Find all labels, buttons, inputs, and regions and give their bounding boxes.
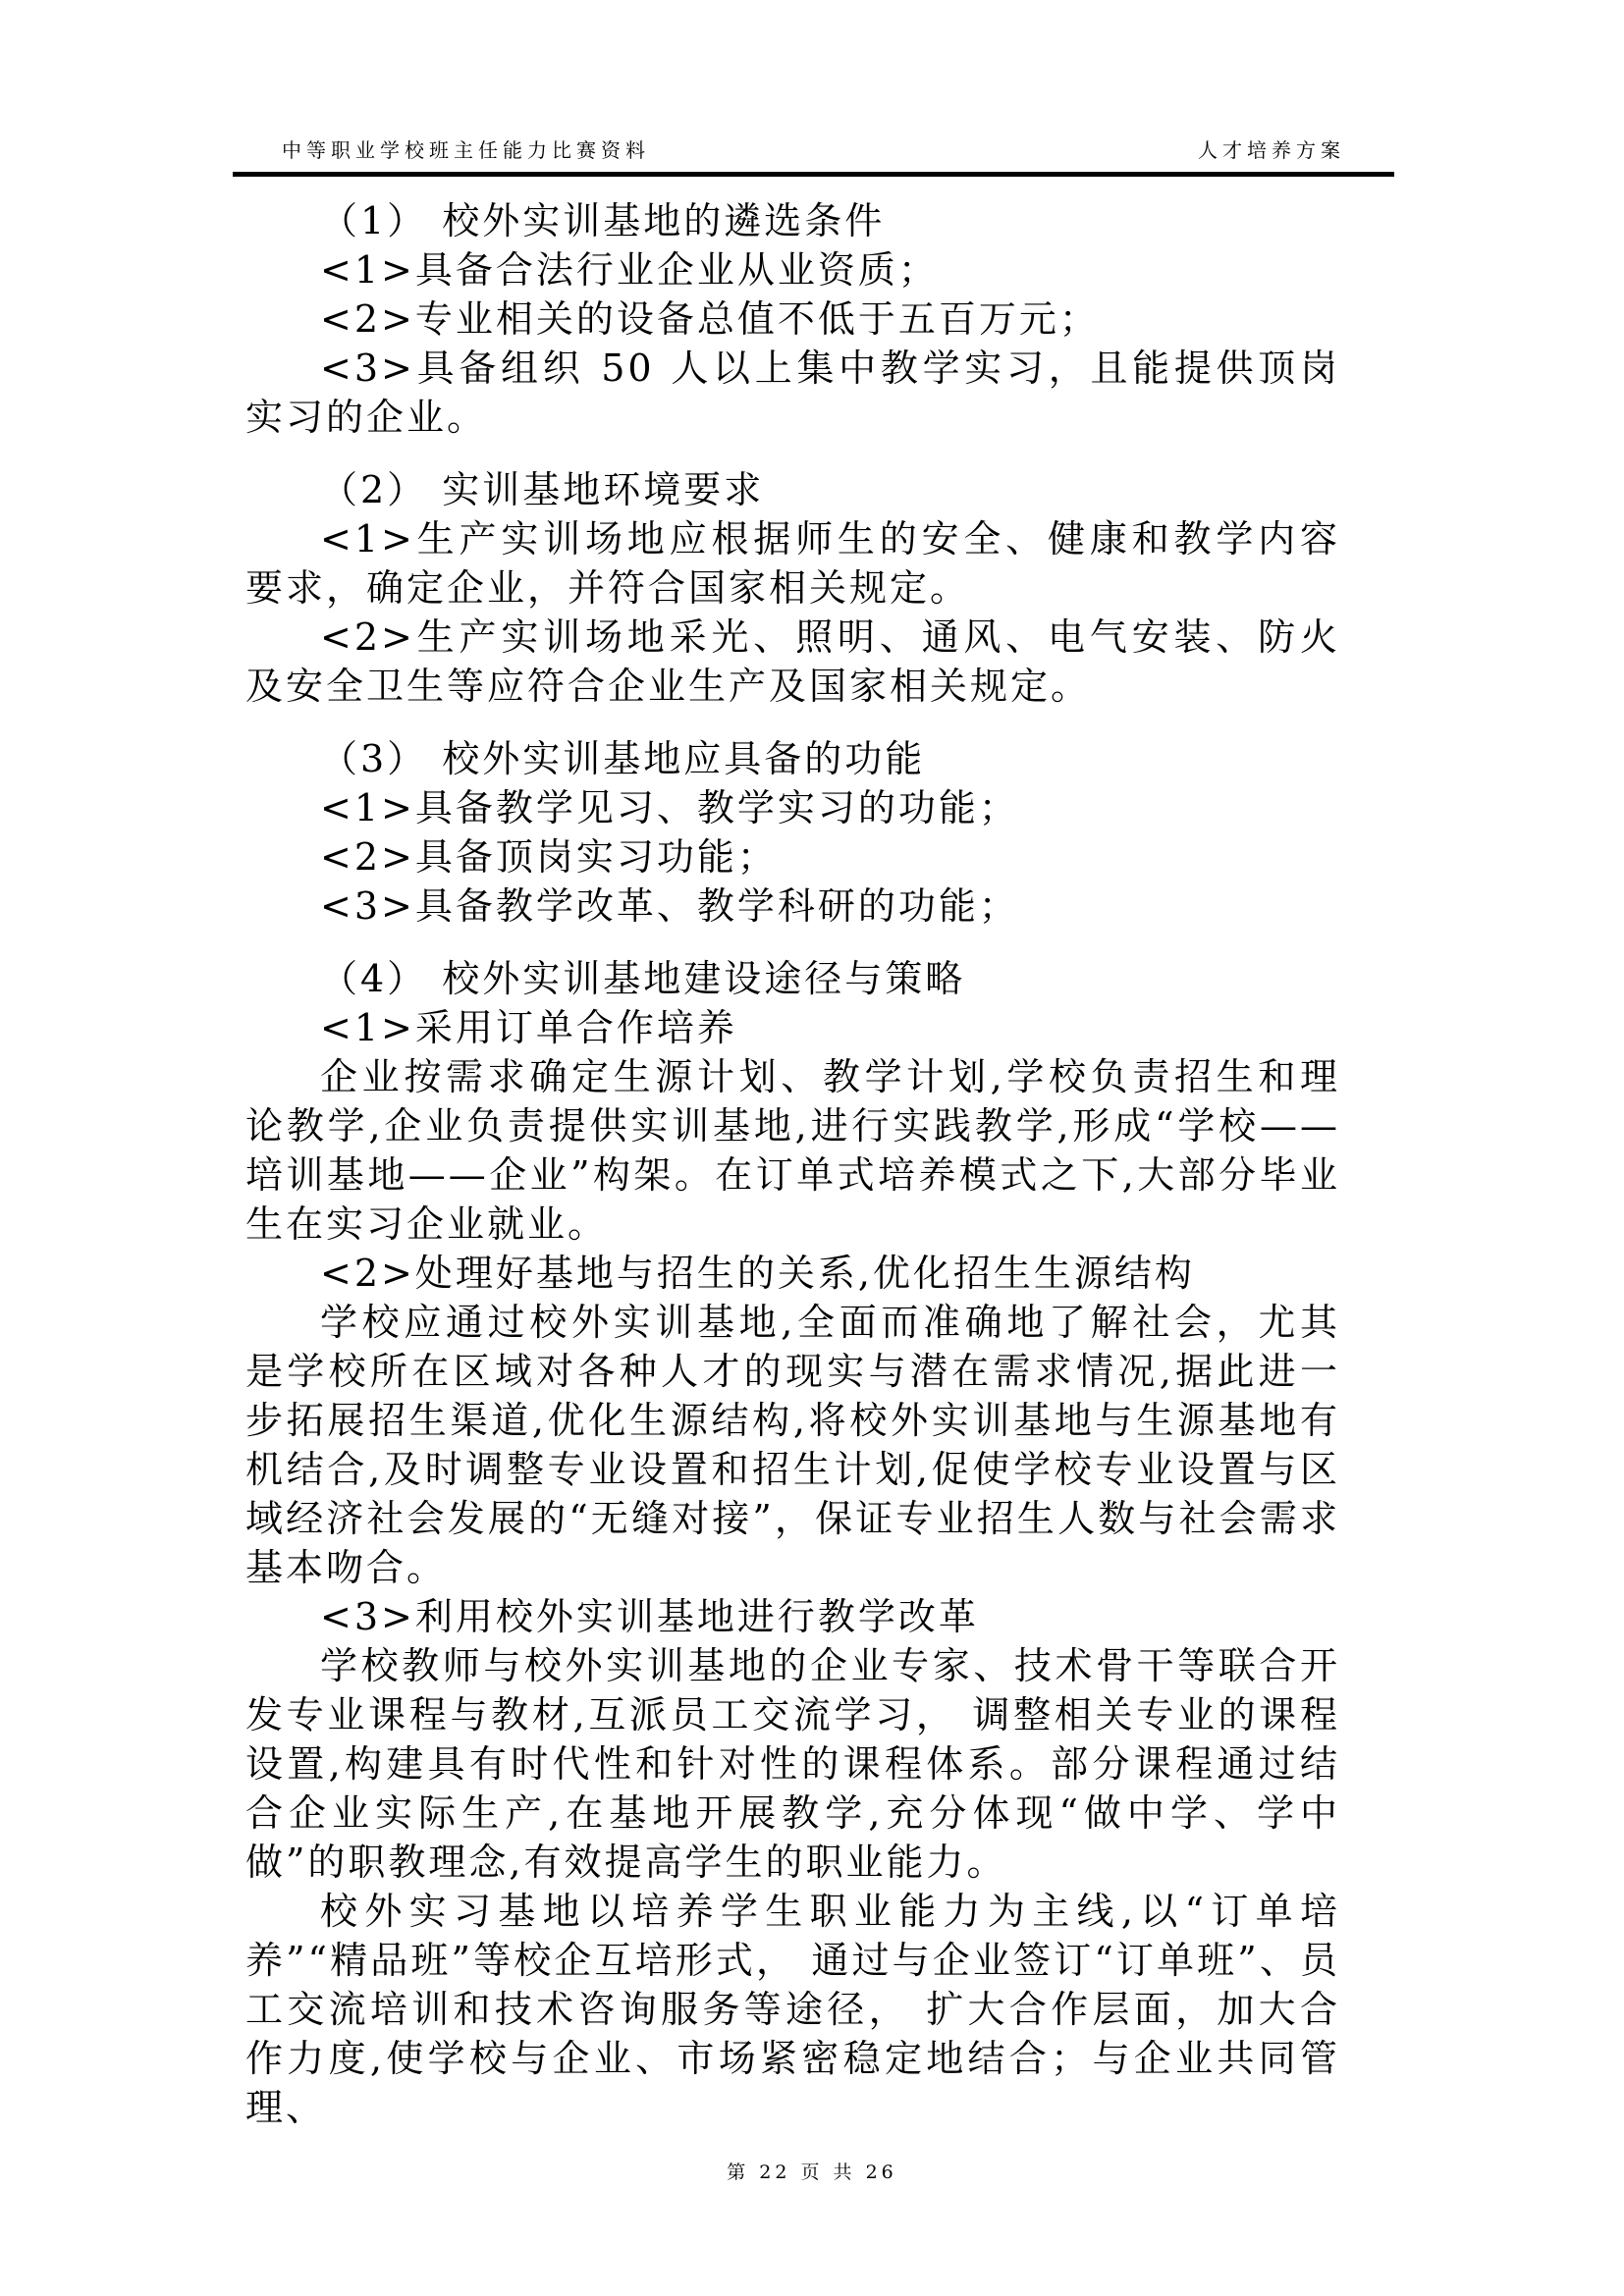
section-heading: （4） 校外实训基地建设途径与策略 — [320, 957, 966, 1000]
section-heading: （3） 校外实训基地应具备的功能 — [320, 737, 926, 780]
section-heading: （1） 校外实训基地的遴选条件 — [320, 199, 886, 242]
numbered-item: <1>采用订单合作培养 — [320, 1006, 737, 1049]
header-rule — [233, 172, 1394, 177]
page-number-text: 第 22 页 共 26 — [727, 2162, 897, 2183]
numbered-item: <3>利用校外实训基地进行教学改革 — [320, 1595, 979, 1638]
numbered-item: <1>具备合法行业企业从业资质； — [320, 248, 939, 292]
body-paragraph: 企业按需求确定生源计划、教学计划,学校负责招生和理论教学,企业负责提供实训基地,进行实践教学,形成“学校——培训基地——企业”构架。在订单式培养模式之下,大部分毕业生在实习企业就业。 — [245, 1055, 1340, 1246]
numbered-item: <1>具备教学见习、教学实习的功能； — [320, 786, 1019, 829]
header-right-text: 人才培养方案 — [1198, 138, 1345, 162]
section-heading: （2） 实训基地环境要求 — [320, 468, 765, 511]
document-body — [245, 196, 1340, 2132]
page-footer — [0, 2160, 1624, 2185]
numbered-item: <2>具备顶岗实习功能； — [320, 835, 778, 879]
header-left-text: 中等职业学校班主任能力比赛资料 — [282, 138, 650, 162]
body-paragraph: 校外实习基地以培养学生职业能力为主线,以“订单培养”“精品班”等校企互培形式， 通过与企业签订“订单班”、员工交流培训和技术咨询服务等途径， 扩大合作层面，加大合作力度,使学校与企业、市场紧密稳定地结合；与企业共同管理、 — [245, 1890, 1340, 2129]
page-header — [233, 137, 1394, 177]
numbered-item: <3>具备组织 50 人以上集中教学实习，且能提供顶岗实习的企业。 — [245, 347, 1340, 439]
numbered-item: <2>生产实训场地采光、照明、通风、电气安装、防火及安全卫生等应符合企业生产及国家相关规定。 — [245, 615, 1340, 708]
numbered-item: <1>生产实训场地应根据师生的安全、健康和教学内容要求，确定企业，并符合国家相关规定。 — [245, 517, 1340, 610]
numbered-item: <2>处理好基地与招生的关系,优化招生生源结构 — [320, 1252, 1195, 1295]
numbered-item: <2>专业相关的设备总值不低于五百万元； — [320, 297, 1100, 341]
body-paragraph: 学校教师与校外实训基地的企业专家、技术骨干等联合开发专业课程与教材,互派员工交流学习， 调整相关专业的课程设置,构建具有时代性和针对性的课程体系。部分课程通过结合企业实际生产,在基地开展教学,充分体现“做中学、学中做”的职教理念,有效提高学生的职业能力。 — [245, 1644, 1340, 1884]
numbered-item: <3>具备教学改革、教学科研的功能； — [320, 884, 1019, 928]
body-paragraph: 学校应通过校外实训基地,全面而准确地了解社会，尤其是学校所在区域对各种人才的现实与潜在需求情况,据此进一步拓展招生渠道,优化生源结构,将校外实训基地与生源基地有机结合,及时调整专业设置和招生计划,促使学校专业设置与区域经济社会发展的“无缝对接”，保证专业招生人数与社会需求基本吻合。 — [245, 1301, 1340, 1589]
